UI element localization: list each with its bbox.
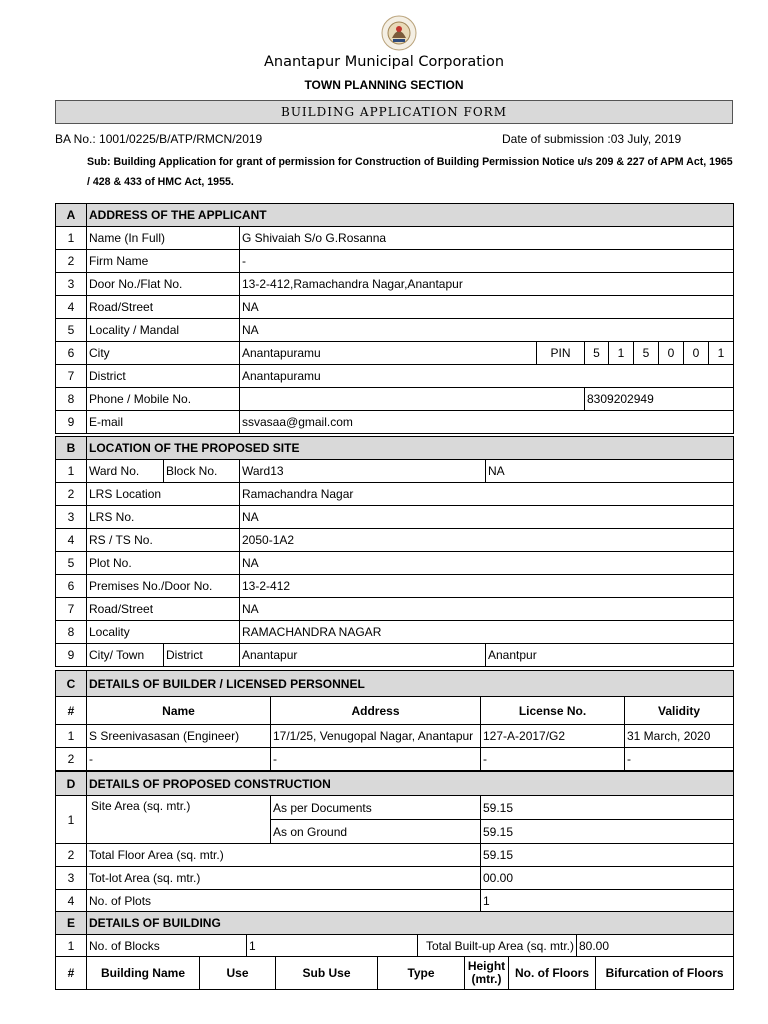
row-number: 6 — [56, 342, 87, 365]
row-number: 5 — [56, 552, 87, 575]
pin-digit: 0 — [659, 342, 684, 365]
license-number: - — [481, 748, 625, 771]
field-label: As per Documents — [271, 796, 481, 820]
pin-digit: 1 — [709, 342, 734, 365]
column-header: Building Name — [87, 957, 200, 990]
field-label: District — [87, 365, 240, 388]
organization-name: Anantapur Municipal Corporation — [263, 54, 505, 70]
subject-text: Sub: Building Application for grant of permission for Construction of Building Permission Notice u/s 209 & 227 of APM Act, 1965 / 428 & 433 of HMC Act, 1955. — [87, 156, 733, 188]
total-floor-area: 59.15 — [481, 844, 734, 867]
column-header: Address — [271, 697, 481, 725]
field-label: RS / TS No. — [87, 529, 240, 552]
road-street: NA — [240, 296, 734, 319]
city-town: Anantapur — [240, 644, 486, 667]
section-letter: B — [56, 437, 87, 460]
premises-number: 13-2-412 — [240, 575, 734, 598]
builder-address: - — [271, 748, 481, 771]
pin-digit: 5 — [634, 342, 659, 365]
column-header: Validity — [625, 697, 734, 725]
section-c-table — [55, 670, 734, 771]
row-number: 7 — [56, 598, 87, 621]
tot-lot-area: 00.00 — [481, 867, 734, 890]
license-number: 127-A-2017/G2 — [481, 725, 625, 748]
column-header: Bifurcation of Floors — [596, 957, 734, 990]
column-header: Type — [378, 957, 465, 990]
section-title: DETAILS OF BUILDING — [87, 912, 734, 935]
field-label: Block No. — [164, 460, 240, 483]
municipal-emblem — [380, 14, 418, 52]
pin-digit: 1 — [609, 342, 634, 365]
row-number: 7 — [56, 365, 87, 388]
district: Anantpur — [486, 644, 734, 667]
plot-number: NA — [240, 552, 734, 575]
field-label: Road/Street — [87, 598, 240, 621]
field-label: Tot-lot Area (sq. mtr.) — [87, 867, 481, 890]
column-header: No. of Floors — [509, 957, 596, 990]
field-label: Name (In Full) — [87, 227, 240, 250]
row-number: 2 — [56, 844, 87, 867]
section-b-table — [55, 436, 734, 667]
section-name: TOWN PLANNING SECTION — [304, 78, 464, 92]
city: Anantapuramu — [240, 342, 537, 365]
row-number: 1 — [56, 227, 87, 250]
row-number: 1 — [56, 796, 87, 844]
field-label: Road/Street — [87, 296, 240, 319]
block-number: NA — [486, 460, 734, 483]
row-number: 4 — [56, 296, 87, 319]
section-title: DETAILS OF PROPOSED CONSTRUCTION — [87, 772, 734, 796]
section-letter: E — [56, 912, 87, 935]
field-label: Total Floor Area (sq. mtr.) — [87, 844, 481, 867]
section-a-table — [55, 203, 734, 434]
row-number: 4 — [56, 890, 87, 913]
field-label: City/ Town — [87, 644, 164, 667]
number-of-plots: 1 — [481, 890, 734, 913]
row-number: 3 — [56, 273, 87, 296]
door-number: 13-2-412,Ramachandra Nagar,Anantapur — [240, 273, 734, 296]
column-header: Height (mtr.) — [465, 957, 509, 990]
row-number: 3 — [56, 506, 87, 529]
section-letter: C — [56, 671, 87, 697]
firm-name: - — [240, 250, 734, 273]
date-of-submission: Date of submission :03 July, 2019 — [502, 132, 682, 146]
rs-ts-number: 2050-1A2 — [240, 529, 734, 552]
row-number: 3 — [56, 867, 87, 890]
pin-digit: 5 — [585, 342, 609, 365]
field-label: District — [164, 644, 240, 667]
ba-number: BA No.: 1001/0225/B/ATP/RMCN/2019 — [55, 132, 263, 146]
row-number: 1 — [56, 460, 87, 483]
column-header: # — [56, 697, 87, 725]
column-header: License No. — [481, 697, 625, 725]
builder-name: - — [87, 748, 271, 771]
section-title: LOCATION OF THE PROPOSED SITE — [87, 437, 734, 460]
section-title: ADDRESS OF THE APPLICANT — [87, 204, 734, 227]
row-number: 2 — [56, 748, 87, 771]
pin-digit: 0 — [684, 342, 709, 365]
row-number: 4 — [56, 529, 87, 552]
row-number: 5 — [56, 319, 87, 342]
locality-mandal: NA — [240, 319, 734, 342]
row-number: 1 — [56, 935, 87, 957]
field-label: Ward No. — [87, 460, 164, 483]
row-number: 6 — [56, 575, 87, 598]
row-number: 8 — [56, 388, 87, 411]
column-header: Name — [87, 697, 271, 725]
row-number: 9 — [56, 411, 87, 434]
table-row — [56, 725, 734, 748]
field-label: Total Built-up Area (sq. mtr.) — [418, 935, 577, 957]
row-number: 2 — [56, 483, 87, 506]
row-number: 2 — [56, 250, 87, 273]
section-letter: A — [56, 204, 87, 227]
row-number: 1 — [56, 725, 87, 748]
field-label: Plot No. — [87, 552, 240, 575]
lrs-location: Ramachandra Nagar — [240, 483, 734, 506]
pin-label: PIN — [537, 342, 585, 365]
email: ssvasaa@gmail.com — [240, 411, 734, 434]
field-label: Door No./Flat No. — [87, 273, 240, 296]
site-area-documents: 59.15 — [481, 796, 734, 820]
license-validity: 31 March, 2020 — [625, 725, 734, 748]
mobile-number: 8309202949 — [585, 388, 734, 411]
column-header: Sub Use — [276, 957, 378, 990]
field-label: Firm Name — [87, 250, 240, 273]
column-header: Use — [200, 957, 276, 990]
field-label: E-mail — [87, 411, 240, 434]
ward-number: Ward13 — [240, 460, 486, 483]
table-row — [56, 748, 734, 771]
field-label: LRS No. — [87, 506, 240, 529]
builder-address: 17/1/25, Venugopal Nagar, Anantapur — [271, 725, 481, 748]
field-label: No. of Plots — [87, 890, 481, 913]
applicant-name: G Shivaiah S/o G.Rosanna — [240, 227, 734, 250]
lrs-number: NA — [240, 506, 734, 529]
field-label: Locality / Mandal — [87, 319, 240, 342]
field-label: Locality — [87, 621, 240, 644]
row-number: 8 — [56, 621, 87, 644]
road-street: NA — [240, 598, 734, 621]
row-number: 9 — [56, 644, 87, 667]
district: Anantapuramu — [240, 365, 734, 388]
field-label: No. of Blocks — [87, 935, 247, 957]
total-built-up-area: 80.00 — [577, 935, 734, 957]
field-label: LRS Location — [87, 483, 240, 506]
field-label: As on Ground — [271, 820, 481, 844]
field-label: Phone / Mobile No. — [87, 388, 240, 411]
builder-name: S Sreenivasasan (Engineer) — [87, 725, 271, 748]
field-label: Site Area (sq. mtr.) — [87, 796, 271, 844]
phone — [240, 388, 585, 411]
number-of-blocks: 1 — [247, 935, 418, 957]
section-d-table — [55, 771, 734, 913]
form-title: BUILDING APPLICATION FORM — [55, 100, 733, 124]
section-e-table — [55, 911, 734, 990]
site-area-ground: 59.15 — [481, 820, 734, 844]
field-label: City — [87, 342, 240, 365]
section-letter: D — [56, 772, 87, 796]
locality: RAMACHANDRA NAGAR — [240, 621, 734, 644]
field-label: Premises No./Door No. — [87, 575, 240, 598]
section-title: DETAILS OF BUILDER / LICENSED PERSONNEL — [87, 671, 734, 697]
license-validity: - — [625, 748, 734, 771]
column-header: # — [56, 957, 87, 990]
